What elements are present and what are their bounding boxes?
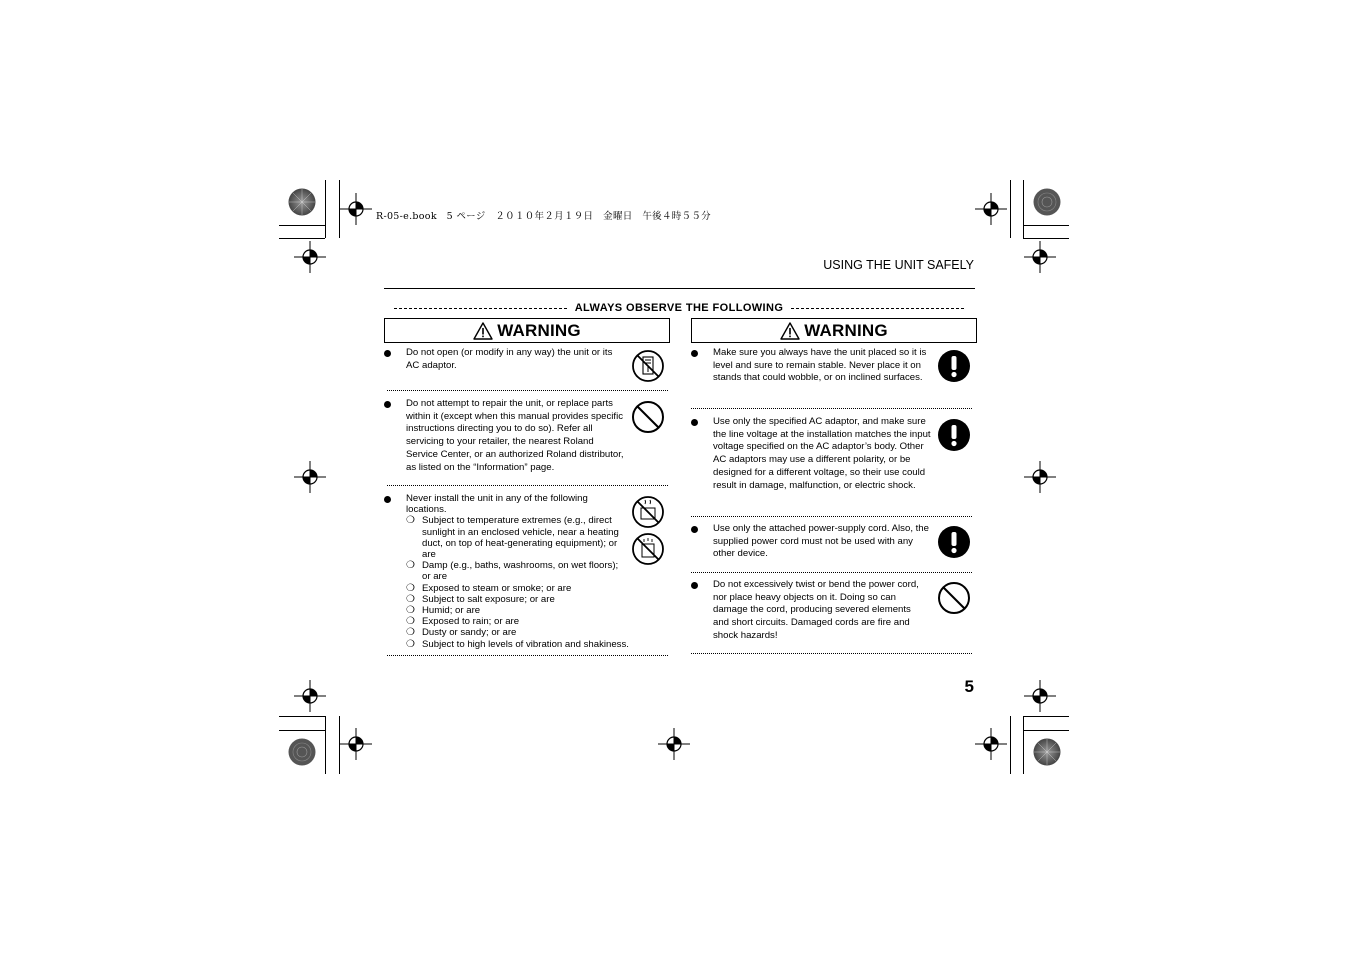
color-target-icon [288, 738, 316, 766]
circle-bullet-icon: ❍ [406, 638, 415, 650]
registration-mark-icon [294, 461, 326, 493]
warning-item-text: Never install the unit in any of the following locations. [406, 493, 588, 516]
circle-bullet-icon: ❍ [406, 515, 415, 527]
registration-mark-icon [658, 728, 690, 760]
location-subitem-text: Dusty or sandy; or are [422, 627, 517, 639]
bullet-icon [691, 350, 698, 357]
header-rule [384, 288, 975, 289]
bullet-icon [384, 496, 391, 503]
color-target-icon [288, 188, 316, 216]
location-subitem [406, 583, 658, 594]
location-subitem [406, 616, 658, 627]
color-target-icon [1033, 738, 1061, 766]
page-number: 5 [964, 677, 974, 696]
bullet-icon [691, 582, 698, 589]
prohibited-icon [631, 400, 665, 434]
item-separator [691, 572, 972, 573]
circle-bullet-icon: ❍ [406, 582, 415, 594]
prohibited-icon [937, 581, 971, 615]
bullet-icon [691, 419, 698, 426]
location-subitem-text: Exposed to steam or smoke; or are [422, 582, 572, 594]
banner-text: ALWAYS OBSERVE THE FOLLOWING [574, 302, 784, 314]
item-separator [387, 485, 668, 486]
location-subitem [406, 605, 658, 616]
banner-divider [394, 308, 567, 309]
circle-bullet-icon: ❍ [406, 560, 415, 572]
item-separator [691, 653, 972, 654]
no-water-exposure-icon [631, 532, 665, 566]
circle-bullet-icon: ❍ [406, 605, 415, 617]
warning-item-text: Do not attempt to repair the unit, or replace parts within it (except when this manual provides specific instructions directing you to do so). Refer all servicing to your retailer, the nearest Roland Service Center, or an authorized Roland distributor, as listed on the “Information” page. [406, 398, 624, 473]
location-subitem-text: Exposed to rain; or are [422, 616, 520, 628]
warning-item-text: Make sure you always have the unit placed so it is level and sure to remain stable. Never place it on stands that could wobble, or on inclined surfaces. [713, 347, 927, 384]
location-subitem [406, 515, 621, 560]
right-warning-heading [691, 318, 977, 343]
no-wet-location-icon [631, 495, 665, 529]
location-subitem-text: Damp (e.g., baths, washrooms, on wet floors); or are [422, 560, 619, 583]
circle-bullet-icon: ❍ [406, 616, 415, 628]
registration-mark-icon [975, 728, 1007, 760]
warning-item-body [406, 493, 658, 650]
location-subitem [406, 627, 658, 638]
circle-bullet-icon: ❍ [406, 627, 415, 639]
observe-banner [394, 302, 964, 314]
mandatory-action-icon [937, 525, 971, 559]
item-separator [387, 655, 668, 656]
bullet-icon [691, 526, 698, 533]
warning-triangle-icon [473, 322, 493, 340]
mandatory-action-icon [937, 349, 971, 383]
registration-mark-icon [975, 193, 1007, 225]
book-file-info: R-05-e.book 5 ページ ２０１０年２月１９日 金曜日 午後４時５５分 [376, 211, 711, 222]
location-subitem [406, 560, 621, 582]
warning-item-text: Do not excessively twist or bend the power cord, nor place heavy objects on it. Doing so can damage the cord, producing severed elements and short circuits. Damaged cords are fire and shock hazards! [713, 579, 919, 641]
warning-item-text: Use only the attached power-supply cord. Also, the supplied power cord must not be used with any other device. [713, 523, 929, 560]
warning-item-text: Use only the specified AC adaptor, and make sure the line voltage at the installation matches the input voltage specified on the AC adaptor’s body. Other AC adaptors may use a different polarity, or be designed for a different voltage, so their use could result in damage, malfunction, or electric shock. [713, 416, 931, 491]
location-subitem [406, 594, 658, 605]
warning-triangle-icon [780, 322, 800, 340]
registration-mark-icon [1024, 461, 1056, 493]
registration-mark-icon [294, 241, 326, 273]
circle-bullet-icon: ❍ [406, 593, 415, 605]
registration-mark-icon [294, 680, 326, 712]
location-subitem-text: Humid; or are [422, 605, 481, 617]
do-not-disassemble-icon [631, 349, 665, 383]
item-separator [691, 408, 972, 409]
location-subitem [406, 639, 658, 650]
warning-item-text: Do not open (or modify in any way) the unit or its AC adaptor. [406, 347, 613, 371]
warning-label: WARNING [497, 320, 581, 340]
bullet-icon [384, 350, 391, 357]
mandatory-action-icon [937, 418, 971, 452]
registration-mark-icon [340, 193, 372, 225]
location-subitem-text: Subject to salt exposure; or are [422, 593, 555, 605]
registration-mark-icon [1024, 680, 1056, 712]
registration-mark-icon [1024, 241, 1056, 273]
location-subitem-text: Subject to temperature extremes (e.g., direct sunlight in an enclosed vehicle, near a heating duct, on top of heat-generating equipment); or are [422, 515, 619, 561]
color-target-icon [1033, 188, 1061, 216]
registration-mark-icon [340, 728, 372, 760]
location-subitem-text: Subject to high levels of vibration and shakiness. [422, 638, 629, 650]
banner-divider [791, 308, 964, 309]
left-warning-heading [384, 318, 670, 343]
warning-label: WARNING [804, 320, 888, 340]
item-separator [691, 516, 972, 517]
section-title: USING THE UNIT SAFELY [823, 258, 974, 272]
bullet-icon [384, 401, 391, 408]
item-separator [387, 390, 668, 391]
